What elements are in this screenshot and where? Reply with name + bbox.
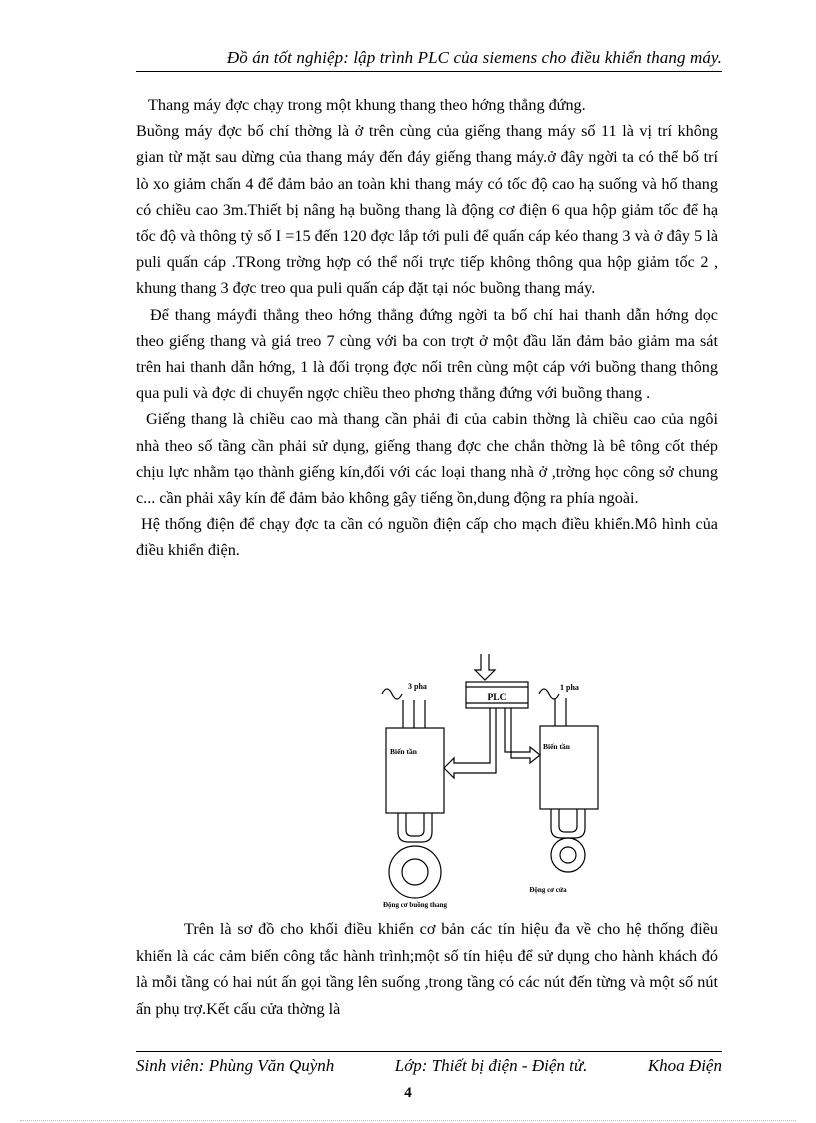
paragraph-3: Để thang máyđi thẳng theo hớng thẳng đứng ngời ta bố chí hai thanh dẫn hớng dọc theo giếng thang và giá treo 7 cùng với ba con trợt ở một đầu lăn đảm bảo giảm ma sát trên hai thanh dẫn hớng, 1 là đối trọng đợc nối trên cùng một cáp với buồng thang thông qua puli và đợc di chuyển ngợc chiều theo phơng thẳng đứng với buồng thang . bbox=[136, 305, 718, 403]
left-motor-inner bbox=[402, 859, 428, 885]
lower-text bbox=[136, 916, 718, 1022]
page-footer bbox=[136, 1056, 722, 1076]
paragraph-1: Thang máy đợc chạy trong một khung thang theo hớng thẳng đứng. bbox=[148, 96, 586, 114]
left-inverter-box bbox=[386, 728, 444, 813]
paragraph-2: Buồng máy đợc bố chí thờng là ở trên cùng của giếng thang máy số 11 là vị trí không gian từ mặt sau dừng của thang máy đến đáy giếng thang máy.ở đây ngời ta có thể bố trí lò xo giảm chấn 4 để đảm bảo an toàn khi thang máy có tốc độ cao hạ suống và hố thang có chiều cao 3m.Thiết bị nâng hạ buồng thang là động cơ điện 6 qua hộp giảm tốc để hạ tốc độ và thông tỷ số I =15 đến 120 đợc lắp tới puli để quấn cáp kéo thang 3 và ở đây 5 là puli quấn cáp .TRong trờng hợp có thể nối trực tiếp không thông qua hộp giảm tốc 2 , khung thang 3 đợc treo qua puli quấn cáp đặt tại nóc buồng thang máy. bbox=[136, 122, 718, 298]
paragraph-6: Trên là sơ đồ cho khối điều khiển cơ bản các tín hiệu đa về cho hệ thống điều khiển là các cảm biến công tắc hành trình;một số tín hiệu để sử dụng cho hành khách đó là mỗi tầng có hai nút ấn gọi tầng lên suống ,trong tầng có các nút đến từng và một số nút ấn phụ trợ.Kết cấu cửa thờng là bbox=[136, 920, 718, 1018]
right-inverter-label: Biến tần bbox=[543, 742, 570, 751]
page-edge-dots bbox=[20, 1120, 796, 1121]
body-text bbox=[136, 92, 718, 564]
footer-class: Lớp: Thiết bị điện - Điện tử. bbox=[394, 1056, 588, 1075]
right-motor-outer bbox=[551, 838, 585, 872]
left-motor-label: Động cơ buồng thang bbox=[383, 901, 447, 909]
right-supply-label: 1 pha bbox=[560, 683, 579, 692]
right-motor-inner bbox=[560, 847, 576, 863]
footer-student: Sinh viên: Phùng Văn Quỳnh bbox=[136, 1056, 335, 1075]
ac-symbol-left-icon bbox=[382, 689, 402, 699]
left-inverter-label: Biến tần bbox=[390, 747, 417, 756]
footer-faculty: Khoa Điện bbox=[647, 1056, 722, 1075]
plc-to-right-arrow-icon bbox=[505, 708, 540, 763]
ac-symbol-right-icon bbox=[539, 689, 559, 699]
footer-rule bbox=[136, 1051, 722, 1052]
left-motor-outer bbox=[389, 846, 441, 898]
plc-label: PLC bbox=[487, 693, 507, 703]
plc-to-left-arrow-icon bbox=[444, 708, 496, 778]
right-motor-label: Động cơ cửa bbox=[529, 886, 567, 894]
page-header: Đồ án tốt nghiệp: lập trình PLC của siemens cho điều khiển thang máy. bbox=[226, 48, 722, 67]
left-supply-label: 3 pha bbox=[408, 682, 427, 691]
page-number: 4 bbox=[404, 1085, 412, 1101]
paragraph-4: Giếng thang là chiều cao mà thang cần phải đi của cabin thờng là chiều cao của ngôi nhà theo số tầng cần phải sử dụng, giếng thang đợc che chắn thờng là bê tông cốt thép chịu lực nhằm tạo thành giếng kín,đối với các loại thang nhà ở ,trờng học công sở chung c... cần phải xây kín để đảm bảo không gây tiếng ồn,dung động ra phía ngoài. bbox=[136, 410, 718, 508]
header-rule bbox=[136, 71, 722, 72]
input-arrow-icon bbox=[475, 654, 495, 680]
right-inverter-box bbox=[540, 726, 598, 809]
paragraph-5: Hệ thống điện để chạy đợc ta cần có nguồn điện cấp cho mạch điều khiển.Mô hình của điều khiển điện. bbox=[136, 515, 718, 560]
control-diagram bbox=[368, 650, 630, 910]
